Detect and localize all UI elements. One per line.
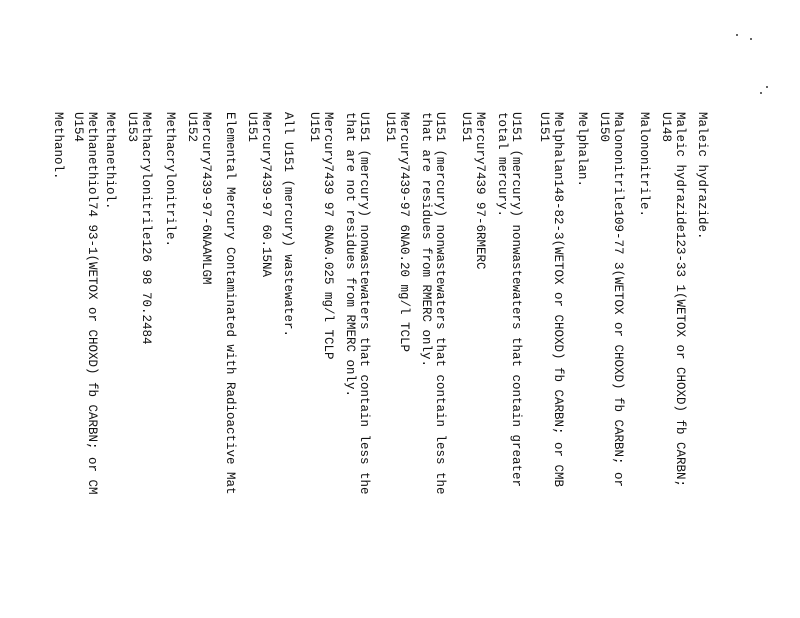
text-line: that are residues from RMERC only. [419, 112, 433, 368]
text-line: U151 [537, 112, 551, 143]
text-line: U151 [307, 112, 321, 143]
text-line: Melphalan148-82-3(WETOX or CHOXD) fb CARBN; or CMB [551, 112, 565, 488]
scan-speck [750, 38, 752, 40]
text-line: Methacrylonitrile. [163, 112, 177, 248]
text-line: Mercury7439 97 6NA0.025 mg/l TCLP [321, 112, 335, 360]
text-line: Methanethiol74 93-1(WETOX or CHOXD) fb CARBN; or CM [85, 112, 99, 495]
text-line: U154 [71, 112, 85, 143]
text-line: U150 [597, 112, 611, 143]
text-line: Mercury7439-97 6NA0.20 mg/l TCLP [397, 112, 411, 353]
text-line: Methacrylonitrile126 98 70.2484 [139, 112, 153, 345]
rotated-text-block [48, 112, 708, 618]
text-line: Methanol. [51, 112, 65, 180]
text-line: Melphalan. [575, 112, 589, 188]
text-line: U152 [185, 112, 199, 143]
text-line: Malononitrile109-77 3(WETOX or CHOXD) fb CARBN; or [611, 112, 625, 488]
text-line: U151 (mercury) nonwastewaters that contain less the [357, 112, 371, 495]
text-line: that are not residues from RMERC only. [343, 112, 357, 398]
text-line: All U151 (mercury) wastewater. [281, 112, 295, 338]
text-line: U151 [383, 112, 397, 143]
text-line: Mercury7439-97-6NAAMLGM [199, 112, 213, 285]
text-line: total mercury. [495, 112, 509, 218]
text-line: U153 [125, 112, 139, 143]
text-line: Mercury7439-97 60.15NA [259, 112, 273, 278]
text-line: U151 (mercury) nonwastewaters that contain less the [433, 112, 447, 495]
scan-speck [766, 86, 768, 88]
text-line: Maleic hydrazide. [695, 112, 709, 240]
text-line: U151 [459, 112, 473, 143]
text-line: Mercury7439 97-6RMERC [473, 112, 487, 270]
text-line: Malononitrile. [637, 112, 651, 218]
text-line: U148 [659, 112, 673, 143]
text-line: U151 [245, 112, 259, 143]
scan-speck [736, 34, 738, 36]
text-line: Methanethiol. [103, 112, 117, 210]
text-line: U151 (mercury) nonwastewaters that contain greater [509, 112, 523, 488]
text-line: Elemental Mercury Contaminated with Radioactive Mat [223, 112, 237, 495]
text-line: Maleic hydrazide123-33 1(WETOX or CHOXD) fb CARBN; [673, 112, 687, 488]
scan-speck [760, 92, 762, 94]
